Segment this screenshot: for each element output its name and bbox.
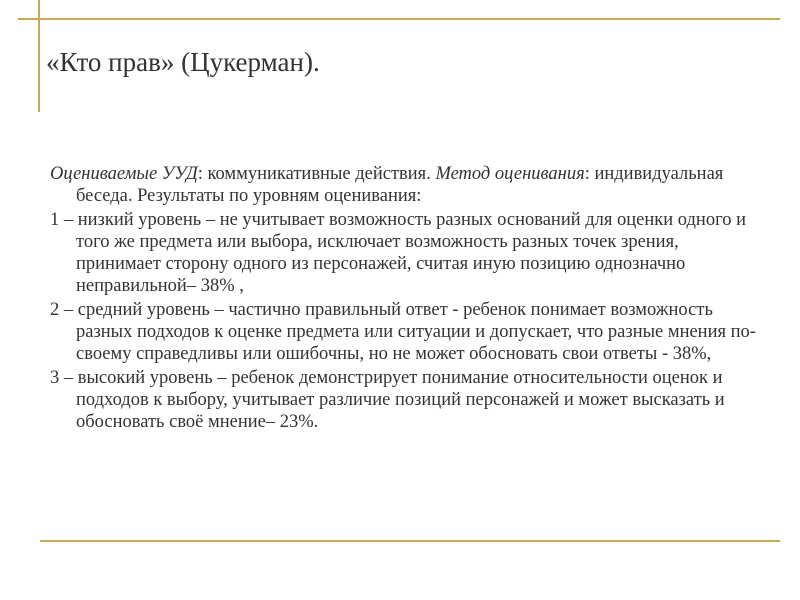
level-high-paragraph: 3 – высокий уровень – ребенок демонстрирует понимание относительности оценок и подходов к выбору, учитывает различие позиций персонажей и может высказать и обосновать своё мнение– 23%. <box>50 368 725 432</box>
bottom-horizontal-rule <box>40 540 780 542</box>
slide-body <box>50 163 760 435</box>
left-vertical-rule <box>38 0 40 112</box>
top-horizontal-rule <box>18 18 780 20</box>
method-text: : индивидуальная беседа. Результаты по уровням оценивания: <box>76 164 724 206</box>
assessed-uud-text: : коммуникативные действия <box>197 164 427 184</box>
slide-title: «Кто прав» (Цукерман). <box>46 47 320 77</box>
intro-separator: . <box>426 164 436 184</box>
level-medium-paragraph: 2 – средний уровень – частично правильный ответ - ребенок понимает возможность разных подходов к оценке предмета или ситуации и допускает, что разные мнения по-своему справедливы или ошибочны, но не может обосновать свои ответы - 38%, <box>50 300 756 364</box>
intro-paragraph <box>50 163 760 207</box>
method-label: Метод оценивания <box>435 164 585 184</box>
assessed-uud-label: Оцениваемые УУД <box>50 164 198 184</box>
level-low-paragraph: 1 – низкий уровень – не учитывает возможность разных оснований для оценки одного и того же предмета или выбора, исключает возможность разных точек зрения, принимает сторону одного из персонажей, считая иную позицию однозначно неправильной– 38% , <box>50 210 746 296</box>
